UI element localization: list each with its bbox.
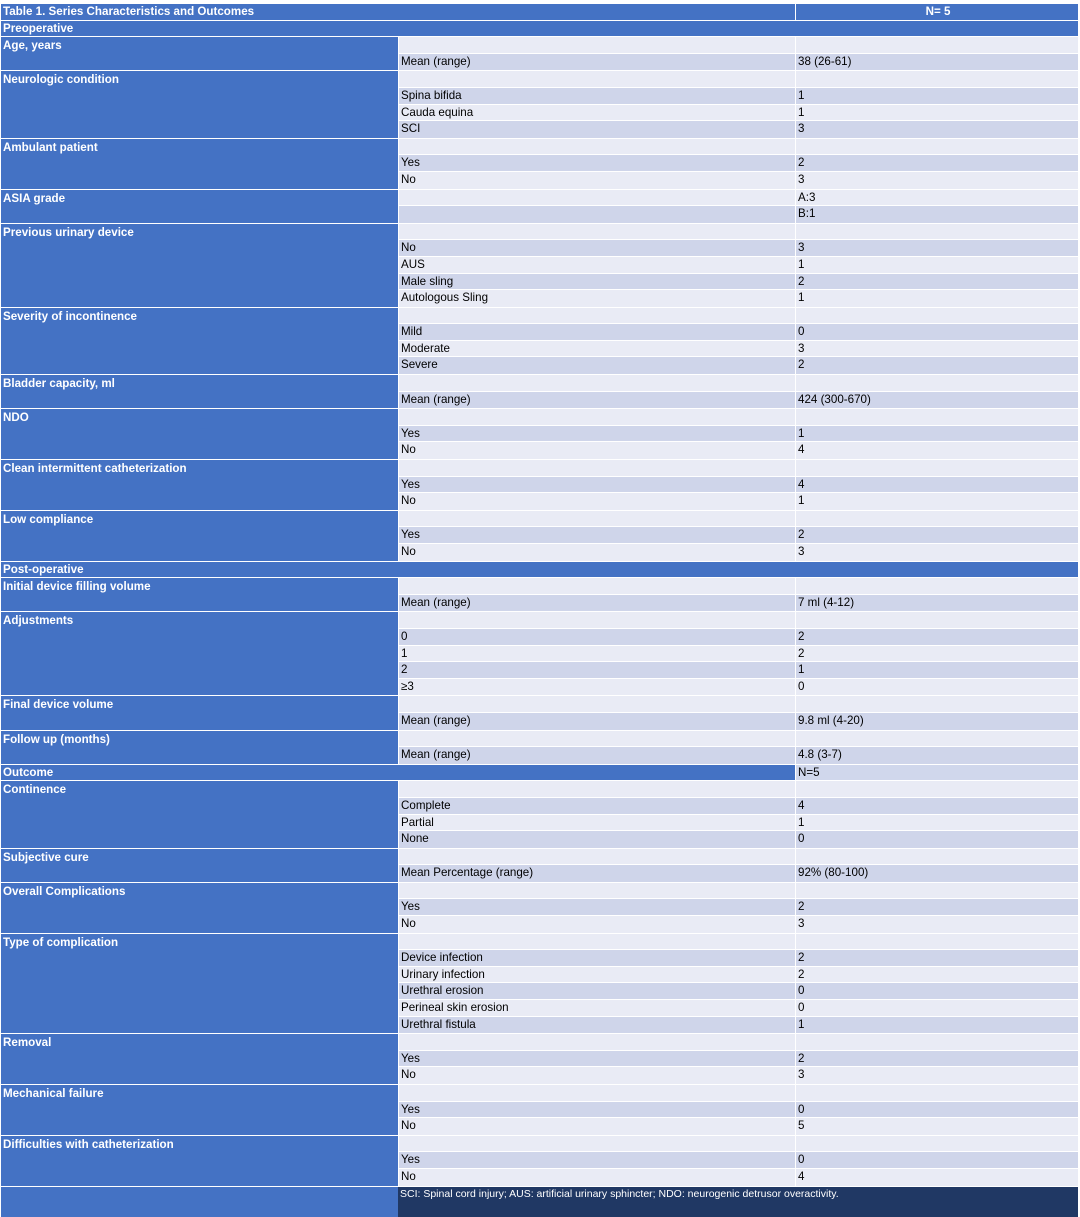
table-row bbox=[398, 679, 1078, 696]
table-row bbox=[398, 224, 1078, 241]
row-value: 0 bbox=[795, 1152, 1078, 1168]
table-row bbox=[398, 899, 1078, 916]
group-label: Subjective cure bbox=[1, 849, 398, 882]
row-item: Perineal skin erosion bbox=[398, 1000, 795, 1016]
table-row bbox=[398, 747, 1078, 764]
row-value: 4 bbox=[795, 798, 1078, 814]
row-item: Partial bbox=[398, 815, 795, 831]
table-row bbox=[398, 1136, 1078, 1153]
table-row bbox=[398, 477, 1078, 494]
row-item: Male sling bbox=[398, 274, 795, 290]
row-value bbox=[795, 612, 1078, 628]
table-group bbox=[1, 190, 1078, 224]
table-row bbox=[398, 629, 1078, 646]
row-item: Mean (range) bbox=[398, 747, 795, 764]
table-row bbox=[398, 1169, 1078, 1186]
section-title: Preoperative bbox=[1, 21, 1078, 37]
postoperative-groups bbox=[1, 578, 1078, 765]
table-group bbox=[1, 71, 1078, 138]
row-value: 2 bbox=[795, 274, 1078, 290]
row-value: 2 bbox=[795, 155, 1078, 171]
row-item: No bbox=[398, 1067, 795, 1084]
row-value: 0 bbox=[795, 1000, 1078, 1016]
group-label: NDO bbox=[1, 409, 398, 459]
row-value bbox=[795, 731, 1078, 747]
table-row bbox=[398, 155, 1078, 172]
row-value bbox=[795, 849, 1078, 865]
outcome-spacer bbox=[398, 765, 795, 781]
table-group bbox=[1, 224, 1078, 308]
row-value: 2 bbox=[795, 950, 1078, 966]
row-value bbox=[795, 1136, 1078, 1152]
table-row bbox=[398, 1000, 1078, 1017]
table-row bbox=[398, 172, 1078, 189]
row-item: Severe bbox=[398, 357, 795, 374]
row-item bbox=[398, 1085, 795, 1101]
table-row bbox=[398, 934, 1078, 951]
row-item: Mean Percentage (range) bbox=[398, 865, 795, 882]
row-item bbox=[398, 409, 795, 425]
table-row bbox=[398, 1051, 1078, 1068]
row-value bbox=[795, 308, 1078, 324]
row-item: No bbox=[398, 544, 795, 561]
table-row bbox=[398, 139, 1078, 156]
row-item: Complete bbox=[398, 798, 795, 814]
table-row bbox=[398, 426, 1078, 443]
table-row bbox=[398, 511, 1078, 528]
row-value: 3 bbox=[795, 1067, 1078, 1084]
footnote-row bbox=[1, 1187, 1078, 1217]
row-item: Urinary infection bbox=[398, 967, 795, 983]
row-value: 1 bbox=[795, 257, 1078, 273]
outcome-n: N=5 bbox=[795, 765, 1078, 781]
row-item bbox=[398, 190, 795, 206]
table-row bbox=[398, 442, 1078, 459]
row-item bbox=[398, 781, 795, 797]
row-item: None bbox=[398, 831, 795, 848]
row-item bbox=[398, 460, 795, 476]
row-value: 1 bbox=[795, 493, 1078, 510]
row-item: ≥3 bbox=[398, 679, 795, 696]
group-label: Mechanical failure bbox=[1, 1085, 398, 1135]
row-value: A:3 bbox=[795, 190, 1078, 206]
group-label: Age, years bbox=[1, 37, 398, 70]
row-item bbox=[398, 206, 795, 223]
table-row bbox=[398, 240, 1078, 257]
table-row bbox=[398, 831, 1078, 848]
row-value bbox=[795, 781, 1078, 797]
characteristics-table bbox=[1, 4, 1078, 1217]
row-value: 1 bbox=[795, 290, 1078, 307]
row-item: Spina bifida bbox=[398, 88, 795, 104]
table-row bbox=[398, 409, 1078, 426]
row-value bbox=[795, 883, 1078, 899]
table-title: Table 1. Series Characteristics and Outcomes bbox=[1, 4, 795, 20]
table-row bbox=[398, 1102, 1078, 1119]
table-row bbox=[398, 950, 1078, 967]
row-value: 4 bbox=[795, 1169, 1078, 1186]
row-value bbox=[795, 409, 1078, 425]
row-item: Yes bbox=[398, 1051, 795, 1067]
group-label: ASIA grade bbox=[1, 190, 398, 223]
row-item bbox=[398, 224, 795, 240]
row-value: 5 bbox=[795, 1118, 1078, 1135]
row-value: 2 bbox=[795, 357, 1078, 374]
table-row bbox=[398, 713, 1078, 730]
group-label: Clean intermittent catheterization bbox=[1, 460, 398, 510]
section-row-outcome bbox=[1, 765, 1078, 782]
table-row bbox=[398, 1067, 1078, 1084]
row-item bbox=[398, 1136, 795, 1152]
row-item: No bbox=[398, 1169, 795, 1186]
row-value: 0 bbox=[795, 1102, 1078, 1118]
group-label: Initial device filling volume bbox=[1, 578, 398, 611]
table-group bbox=[1, 375, 1078, 409]
row-value: 3 bbox=[795, 172, 1078, 189]
table-row bbox=[398, 849, 1078, 866]
table-row bbox=[398, 290, 1078, 307]
table-group bbox=[1, 1034, 1078, 1085]
row-value: 2 bbox=[795, 967, 1078, 983]
row-item: Autologous Sling bbox=[398, 290, 795, 307]
row-item: Yes bbox=[398, 527, 795, 543]
row-value: 3 bbox=[795, 121, 1078, 138]
table-group bbox=[1, 696, 1078, 730]
table-row bbox=[398, 1118, 1078, 1135]
row-value: 3 bbox=[795, 341, 1078, 357]
row-item bbox=[398, 71, 795, 87]
row-value: 1 bbox=[795, 1017, 1078, 1034]
row-value: 38 (26-61) bbox=[795, 54, 1078, 71]
row-value: 2 bbox=[795, 527, 1078, 543]
row-item: No bbox=[398, 916, 795, 933]
row-value bbox=[795, 375, 1078, 391]
section-row-preoperative bbox=[1, 21, 1078, 38]
group-label: Continence bbox=[1, 781, 398, 847]
table-row bbox=[398, 1085, 1078, 1102]
row-item: 0 bbox=[398, 629, 795, 645]
row-item bbox=[398, 511, 795, 527]
table-row bbox=[398, 578, 1078, 595]
row-item: Yes bbox=[398, 426, 795, 442]
row-item: AUS bbox=[398, 257, 795, 273]
table-row bbox=[398, 308, 1078, 325]
row-item bbox=[398, 37, 795, 53]
row-item: Cauda equina bbox=[398, 105, 795, 121]
row-item bbox=[398, 308, 795, 324]
row-item bbox=[398, 578, 795, 594]
row-value: 1 bbox=[795, 105, 1078, 121]
row-item: Mild bbox=[398, 324, 795, 340]
row-value: B:1 bbox=[795, 206, 1078, 223]
table-group bbox=[1, 1085, 1078, 1136]
table-row bbox=[398, 493, 1078, 510]
table-group bbox=[1, 37, 1078, 71]
row-item: SCI bbox=[398, 121, 795, 138]
table-header-row bbox=[1, 4, 1078, 21]
table-row bbox=[398, 460, 1078, 477]
table-row bbox=[398, 865, 1078, 882]
row-value: 0 bbox=[795, 831, 1078, 848]
table-row bbox=[398, 392, 1078, 409]
row-item: Yes bbox=[398, 899, 795, 915]
row-value: 4 bbox=[795, 477, 1078, 493]
row-item: Moderate bbox=[398, 341, 795, 357]
table-group bbox=[1, 731, 1078, 765]
table-group bbox=[1, 781, 1078, 848]
row-value: 4 bbox=[795, 442, 1078, 459]
table-group bbox=[1, 308, 1078, 375]
row-item: Yes bbox=[398, 155, 795, 171]
table-group bbox=[1, 612, 1078, 696]
group-label: Ambulant patient bbox=[1, 139, 398, 189]
row-value: 3 bbox=[795, 916, 1078, 933]
row-item: Mean (range) bbox=[398, 392, 795, 409]
row-value: 0 bbox=[795, 679, 1078, 696]
row-item bbox=[398, 1034, 795, 1050]
preoperative-groups bbox=[1, 37, 1078, 561]
outcome-groups bbox=[1, 781, 1078, 1186]
group-label: Previous urinary device bbox=[1, 224, 398, 307]
table-row bbox=[398, 206, 1078, 223]
group-label: Final device volume bbox=[1, 696, 398, 729]
row-value: 1 bbox=[795, 426, 1078, 442]
table-row bbox=[398, 1034, 1078, 1051]
table-row bbox=[398, 815, 1078, 832]
row-value: 2 bbox=[795, 1051, 1078, 1067]
row-value bbox=[795, 578, 1078, 594]
group-label: Bladder capacity, ml bbox=[1, 375, 398, 408]
group-label: Type of complication bbox=[1, 934, 398, 1034]
row-value: 0 bbox=[795, 324, 1078, 340]
row-value: 2 bbox=[795, 899, 1078, 915]
table-row bbox=[398, 883, 1078, 900]
row-item: No bbox=[398, 1118, 795, 1135]
group-label: Removal bbox=[1, 1034, 398, 1084]
group-label: Follow up (months) bbox=[1, 731, 398, 764]
section-title: Outcome bbox=[1, 765, 398, 781]
group-label: Adjustments bbox=[1, 612, 398, 695]
table-row bbox=[398, 916, 1078, 933]
table-row bbox=[398, 375, 1078, 392]
table-row bbox=[398, 527, 1078, 544]
group-label: Overall Complications bbox=[1, 883, 398, 933]
row-item bbox=[398, 375, 795, 391]
row-value: 3 bbox=[795, 544, 1078, 561]
row-item bbox=[398, 883, 795, 899]
row-value: 7 ml (4-12) bbox=[795, 595, 1078, 612]
row-value bbox=[795, 460, 1078, 476]
table-row bbox=[398, 595, 1078, 612]
table-row bbox=[398, 544, 1078, 561]
row-value bbox=[795, 1034, 1078, 1050]
table-row bbox=[398, 257, 1078, 274]
table-group bbox=[1, 139, 1078, 190]
section-row-postoperative bbox=[1, 562, 1078, 579]
row-item bbox=[398, 849, 795, 865]
table-row bbox=[398, 324, 1078, 341]
row-item bbox=[398, 696, 795, 712]
row-value: 0 bbox=[795, 983, 1078, 999]
table-row bbox=[398, 54, 1078, 71]
row-value: 3 bbox=[795, 240, 1078, 256]
row-item: No bbox=[398, 442, 795, 459]
row-value: 1 bbox=[795, 662, 1078, 678]
row-item bbox=[398, 934, 795, 950]
row-value bbox=[795, 511, 1078, 527]
table-row bbox=[398, 983, 1078, 1000]
table-row bbox=[398, 274, 1078, 291]
row-item bbox=[398, 139, 795, 155]
row-item: Yes bbox=[398, 1152, 795, 1168]
row-value: 4.8 (3-7) bbox=[795, 747, 1078, 764]
row-value: 2 bbox=[795, 629, 1078, 645]
table-group bbox=[1, 511, 1078, 562]
table-group bbox=[1, 883, 1078, 934]
row-item: Mean (range) bbox=[398, 595, 795, 612]
table-row bbox=[398, 967, 1078, 984]
row-item: 1 bbox=[398, 646, 795, 662]
row-item: Mean (range) bbox=[398, 54, 795, 71]
row-value bbox=[795, 224, 1078, 240]
row-value bbox=[795, 71, 1078, 87]
row-item: 2 bbox=[398, 662, 795, 678]
row-value bbox=[795, 139, 1078, 155]
row-value: 424 (300-670) bbox=[795, 392, 1078, 409]
table-row bbox=[398, 357, 1078, 374]
table-group bbox=[1, 1136, 1078, 1187]
row-item: No bbox=[398, 172, 795, 189]
table-group bbox=[1, 934, 1078, 1035]
row-item: Yes bbox=[398, 477, 795, 493]
row-item: Yes bbox=[398, 1102, 795, 1118]
table-group bbox=[1, 409, 1078, 460]
row-item bbox=[398, 612, 795, 628]
row-value: 92% (80-100) bbox=[795, 865, 1078, 882]
group-label: Neurologic condition bbox=[1, 71, 398, 137]
row-value: 9.8 ml (4-20) bbox=[795, 713, 1078, 730]
footnote-spacer bbox=[1, 1187, 398, 1217]
table-row bbox=[398, 696, 1078, 713]
table-n-header: N= 5 bbox=[795, 4, 1078, 20]
row-item bbox=[398, 731, 795, 747]
table-row bbox=[398, 1152, 1078, 1169]
row-item: Mean (range) bbox=[398, 713, 795, 730]
section-title: Post-operative bbox=[1, 562, 1078, 578]
table-row bbox=[398, 798, 1078, 815]
table-row bbox=[398, 71, 1078, 88]
table-row bbox=[398, 781, 1078, 798]
table-row bbox=[398, 37, 1078, 54]
table-group bbox=[1, 849, 1078, 883]
table-row bbox=[398, 121, 1078, 138]
row-item: Urethral erosion bbox=[398, 983, 795, 999]
table-row bbox=[398, 341, 1078, 358]
table-row bbox=[398, 646, 1078, 663]
table-row bbox=[398, 105, 1078, 122]
table-row bbox=[398, 612, 1078, 629]
table-row bbox=[398, 731, 1078, 748]
row-item: Device infection bbox=[398, 950, 795, 966]
row-value bbox=[795, 934, 1078, 950]
group-label: Low compliance bbox=[1, 511, 398, 561]
table-group bbox=[1, 460, 1078, 511]
row-value bbox=[795, 1085, 1078, 1101]
table-row bbox=[398, 1017, 1078, 1034]
row-item: No bbox=[398, 240, 795, 256]
row-value: 2 bbox=[795, 646, 1078, 662]
row-value bbox=[795, 37, 1078, 53]
row-value bbox=[795, 696, 1078, 712]
row-value: 1 bbox=[795, 815, 1078, 831]
table-row bbox=[398, 190, 1078, 207]
group-label: Severity of incontinence bbox=[1, 308, 398, 374]
table-row bbox=[398, 88, 1078, 105]
table-group bbox=[1, 578, 1078, 612]
table-row bbox=[398, 662, 1078, 679]
row-value: 1 bbox=[795, 88, 1078, 104]
table-footnote: SCI: Spinal cord injury; AUS: artificial urinary sphincter; NDO: neurogenic detrusor overactivity. bbox=[398, 1187, 1078, 1217]
group-label: Difficulties with catheterization bbox=[1, 1136, 398, 1186]
row-item: Urethral fistula bbox=[398, 1017, 795, 1034]
row-item: No bbox=[398, 493, 795, 510]
